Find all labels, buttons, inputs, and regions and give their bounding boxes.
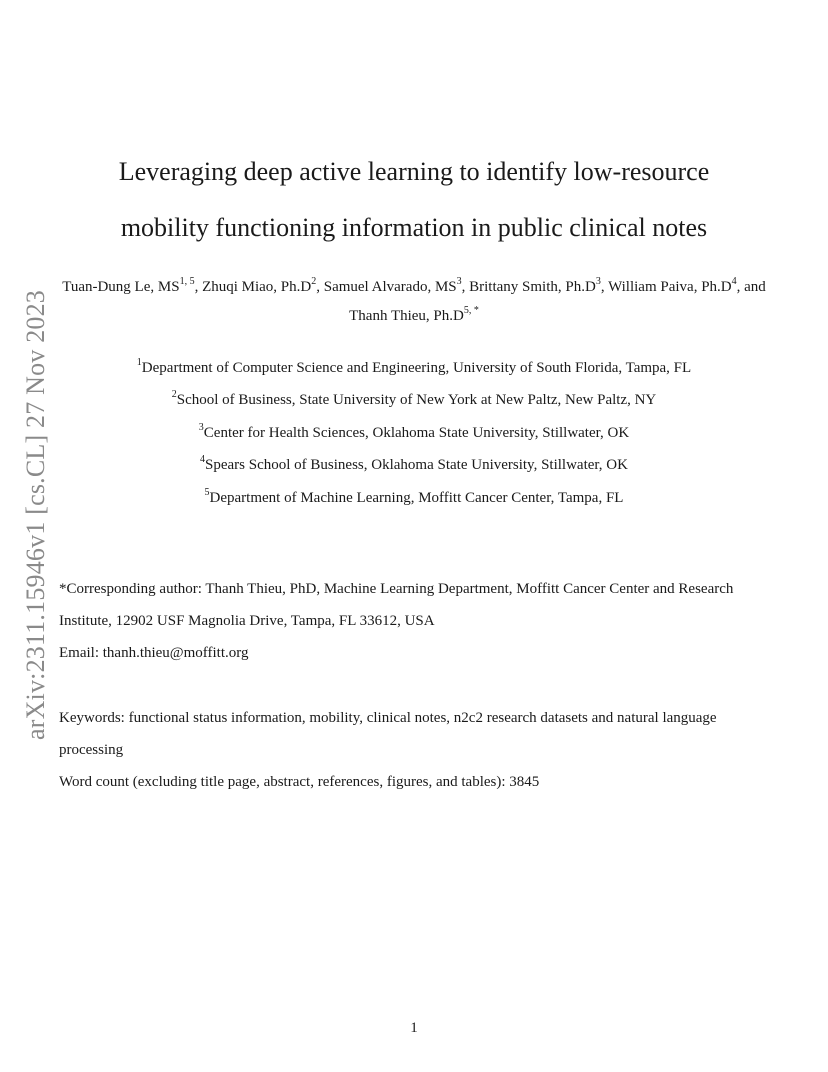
email: Email: thanh.thieu@moffitt.org (59, 645, 249, 661)
author: Samuel Alvarado, $MS^3$, (323, 276, 470, 295)
affiliation: $^3$Center for Health Sciences, Oklahoma State University, Stillwater, OK (198, 421, 630, 441)
keywords: Keywords: functional status information, mobility, clinical notes, n2c2 research datasets and natural language processing (59, 710, 717, 758)
affiliation: $^4$Spears School of Business, Oklahoma State University, Stillwater, OK (200, 454, 628, 474)
title-line-2: mobility functioning information in public clinical notes (120, 213, 708, 242)
corresponding-author: *Corresponding author: Thanh Thieu, PhD, Machine Learning Department, Moffitt Cancer Center and Research Institute, 12902 USF Magnolia Drive, Tampa, FL 33612, USA (59, 581, 734, 629)
affiliation: $^2$School of Business, State University of New York at New Paltz, New Paltz, NY (171, 389, 657, 409)
word-count: Word count (excluding title page, abstract, references, figures, and tables): 3845 (59, 774, 540, 790)
arxiv-stamp-text: arXiv:2311.15946v1 [cs.CL] 27 Nov 2023 (21, 289, 51, 741)
author: Zhuqi Miao, $Ph.D^2$, (202, 276, 324, 295)
affiliation: $^1$Department of Computer Science and Engineering, University of South Florida, Tampa, FL (136, 357, 692, 376)
author: Tuan-Dung Le, MS$^{1, 5}$, (62, 276, 203, 295)
title-line-1: Leveraging deep active learning to identify low-resource (118, 157, 710, 186)
keywords-block (59, 702, 779, 798)
author: Thanh Thieu, $Ph.D^{5, *}$ (349, 305, 479, 324)
affiliation: $^5$Department of Machine Learning, Moffitt Cancer Center, Tampa, FL (204, 486, 624, 506)
author: William Paiva, $Ph.D^4$, and (608, 276, 766, 295)
paper-title (0, 144, 828, 256)
author: Brittany Smith, $Ph.D^3$, (469, 276, 609, 295)
affiliation-list (0, 355, 828, 517)
corresponding-author-block (59, 573, 779, 669)
page-number: 1 (410, 1020, 418, 1036)
author-list (56, 273, 772, 331)
